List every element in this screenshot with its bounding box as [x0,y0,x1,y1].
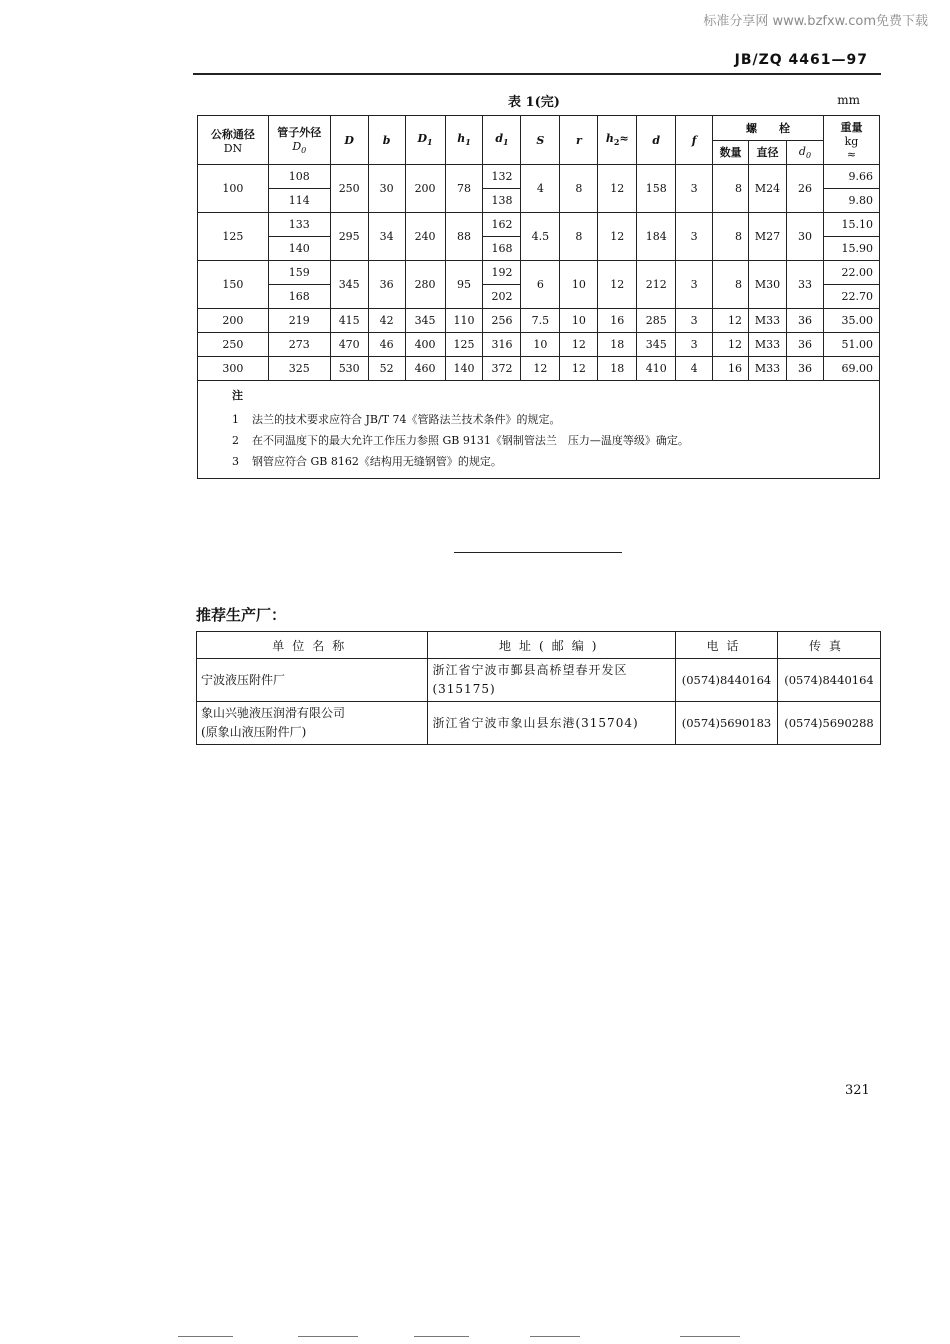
cell-weight: 69.00 [823,357,879,381]
header-b: b [368,116,405,165]
header-D1: $D_1$ [405,116,445,165]
standard-code: JB/ZQ 4461—97 [734,52,868,68]
cell-weight: 9.80 [823,189,879,213]
cell-r: 10 [560,261,598,309]
cell-b: 52 [368,357,405,381]
manufacturers-header-name: 单位名称 [197,632,428,659]
cell-D1: 460 [405,357,445,381]
table-body [198,165,880,381]
manufacturer-address-line2: (315175) [432,682,496,696]
manufacturer-row [197,659,881,702]
cell-d1: 168 [483,237,521,261]
manufacturers-body [197,659,881,745]
cell-d1: 202 [483,285,521,309]
cell-d1: 162 [483,213,521,237]
cell-weight: 15.90 [823,237,879,261]
cell-S: 7.5 [521,309,560,333]
header-weight-line3: ≈ [846,148,857,161]
cell-h2: 12 [598,213,637,261]
cell-d: 410 [637,357,676,381]
watermark: 标准分享网 www.bzfxw.com免费下载 [703,14,928,29]
manufacturer-name-line2: (原象山液压附件厂) [201,725,307,739]
header-d0: $d_0$ [787,140,824,165]
cell-f: 3 [676,165,713,213]
cell-h1: 88 [445,213,483,261]
manufacturers-header-row [197,632,881,659]
cell-D1: 280 [405,261,445,309]
table-row [198,309,880,333]
cell-r: 10 [560,309,598,333]
cell-dn: 300 [198,357,269,381]
cell-dn: 125 [198,213,269,261]
manufacturer-address [428,659,676,702]
header-bolt-qty: 数量 [713,140,749,165]
manufacturers-table [196,631,881,745]
header-d1: $d_1$ [483,116,521,165]
table-row [198,261,880,285]
cell-dia: M33 [749,333,787,357]
table-row [198,165,880,189]
unit-label: mm [837,93,860,107]
cell-h2: 18 [598,357,637,381]
cell-h2: 12 [598,261,637,309]
cell-qty: 12 [713,309,749,333]
cell-D0: 159 [268,261,330,285]
cell-dia: M33 [749,309,787,333]
cell-D0: 133 [268,213,330,237]
notes-list [232,409,869,472]
cell-dia: M33 [749,357,787,381]
cell-D0: 325 [268,357,330,381]
cell-S: 4 [521,165,560,213]
header-rule [193,73,881,75]
cell-d0: 36 [787,357,824,381]
cell-weight: 35.00 [823,309,879,333]
header-h2: $h_2\approx$ [598,116,637,165]
header-weight-line1: 重量 [840,121,863,134]
cell-qty: 8 [713,165,749,213]
notes-cell [198,381,880,479]
cell-f: 4 [676,357,713,381]
cell-dia: M27 [749,213,787,261]
manufacturer-fax: (0574)5690288 [777,702,880,745]
manufacturer-phone: (0574)8440164 [676,659,778,702]
manufacturer-fax: (0574)8440164 [777,659,880,702]
header-pipe-line1: 管子外径 [277,126,322,140]
cell-weight: 22.70 [823,285,879,309]
header-bolt-dia: 直径 [749,140,787,165]
cell-b: 34 [368,213,405,261]
cell-qty: 12 [713,333,749,357]
cell-b: 30 [368,165,405,213]
cell-f: 3 [676,309,713,333]
cell-h2: 12 [598,165,637,213]
cell-D0: 108 [268,165,330,189]
cell-weight: 22.00 [823,261,879,285]
cell-D0: 273 [268,333,330,357]
section-divider [454,552,622,553]
cell-dia: M30 [749,261,787,309]
cell-D: 295 [330,213,368,261]
cell-f: 3 [676,261,713,309]
header-pipe-od [268,116,330,165]
cell-D: 415 [330,309,368,333]
header-dn-line1: 公称通径 [210,127,255,141]
table-row [198,213,880,237]
note-number: 3 [232,455,239,468]
cell-h1: 95 [445,261,483,309]
cell-d: 345 [637,333,676,357]
cell-D0: 140 [268,237,330,261]
cell-S: 12 [521,357,560,381]
cell-r: 8 [560,165,598,213]
cell-h1: 140 [445,357,483,381]
note-item [232,451,869,472]
cell-D: 470 [330,333,368,357]
manufacturers-title: 推荐生产厂： [196,606,287,624]
cell-d1: 256 [483,309,521,333]
notes-row [198,381,880,479]
header-h1: $h_1$ [445,116,483,165]
cell-S: 6 [521,261,560,309]
cell-weight: 15.10 [823,213,879,237]
cell-h1: 78 [445,165,483,213]
cell-D1: 400 [405,333,445,357]
manufacturer-name-line1: 宁波液压附件厂 [201,672,286,687]
cell-d0: 30 [787,213,824,261]
manufacturer-address [428,702,676,745]
cell-dia: M24 [749,165,787,213]
header-dn [198,116,269,165]
cell-weight: 9.66 [823,165,879,189]
flange-dimension-table [197,115,880,479]
cell-D1: 345 [405,309,445,333]
note-number: 2 [232,434,239,447]
manufacturer-name [197,659,428,702]
cell-D0: 114 [268,189,330,213]
cell-d1: 316 [483,333,521,357]
cell-D1: 240 [405,213,445,261]
cell-dn: 150 [198,261,269,309]
table-caption: 表 1(完) [508,95,560,110]
cell-qty: 8 [713,213,749,261]
note-item [232,409,869,430]
cell-dn: 100 [198,165,269,213]
cell-D: 345 [330,261,368,309]
manufacturer-address-line1: 浙江省宁波市象山县东港(315704) [432,715,639,730]
manufacturer-phone: (0574)5690183 [676,702,778,745]
cell-d0: 36 [787,333,824,357]
cell-S: 10 [521,333,560,357]
cell-d: 158 [637,165,676,213]
manufacturer-address-line1: 浙江省宁波市鄞县高桥望春开发区 [432,663,628,677]
header-S: S [521,116,560,165]
cell-d: 212 [637,261,676,309]
header-D: D [330,116,368,165]
cell-d0: 26 [787,165,824,213]
note-number: 1 [232,413,239,426]
manufacturer-row [197,702,881,745]
note-text: 在不同温度下的最大允许工作压力参照 GB 9131《钢制管法兰 压力—温度等级》确定。 [252,434,689,447]
cell-qty: 16 [713,357,749,381]
footer-rule [298,1336,358,1337]
cell-h1: 125 [445,333,483,357]
header-r: r [560,116,598,165]
table-header-row [198,116,880,141]
page-number: 321 [845,1083,870,1098]
cell-r: 12 [560,333,598,357]
cell-r: 8 [560,213,598,261]
cell-S: 4.5 [521,213,560,261]
cell-b: 46 [368,333,405,357]
cell-D1: 200 [405,165,445,213]
cell-D: 530 [330,357,368,381]
header-pipe-line2: D [292,140,302,154]
header-bolt: 螺 栓 [713,116,824,141]
cell-d: 184 [637,213,676,261]
note-text: 钢管应符合 GB 8162《结构用无缝钢管》的规定。 [252,455,502,468]
cell-d0: 36 [787,309,824,333]
cell-r: 12 [560,357,598,381]
cell-d1: 132 [483,165,521,189]
manufacturers-header-address: 地址(邮编) [428,632,676,659]
cell-d0: 33 [787,261,824,309]
table-row [198,333,880,357]
cell-weight: 51.00 [823,333,879,357]
header-d: d [637,116,676,165]
note-item [232,430,869,451]
cell-h2: 18 [598,333,637,357]
cell-b: 42 [368,309,405,333]
cell-d1: 138 [483,189,521,213]
header-weight-line2: kg [844,135,859,148]
manufacturer-name-line1: 象山兴驰液压润滑有限公司 [201,706,346,720]
note-text: 法兰的技术要求应符合 JB/T 74《管路法兰技术条件》的规定。 [252,413,561,426]
cell-D0: 219 [268,309,330,333]
cell-qty: 8 [713,261,749,309]
cell-h2: 16 [598,309,637,333]
cell-d1: 372 [483,357,521,381]
footer-rule [178,1336,233,1337]
cell-d: 285 [637,309,676,333]
cell-b: 36 [368,261,405,309]
header-dn-line2: DN [223,141,243,155]
manufacturers-header-fax: 传真 [777,632,880,659]
cell-D: 250 [330,165,368,213]
cell-D0: 168 [268,285,330,309]
cell-dn: 250 [198,333,269,357]
footer-rule [680,1336,740,1337]
notes-heading: 注 [232,389,243,402]
cell-d1: 192 [483,261,521,285]
manufacturers-header-phone: 电话 [676,632,778,659]
cell-h1: 110 [445,309,483,333]
header-weight [823,116,879,165]
manufacturer-name [197,702,428,745]
table-row [198,357,880,381]
cell-dn: 200 [198,309,269,333]
footer-rule [414,1336,469,1337]
cell-f: 3 [676,213,713,261]
cell-f: 3 [676,333,713,357]
header-pipe-sub: 0 [301,146,307,156]
header-f: f [676,116,713,165]
footer-rule [530,1336,580,1337]
